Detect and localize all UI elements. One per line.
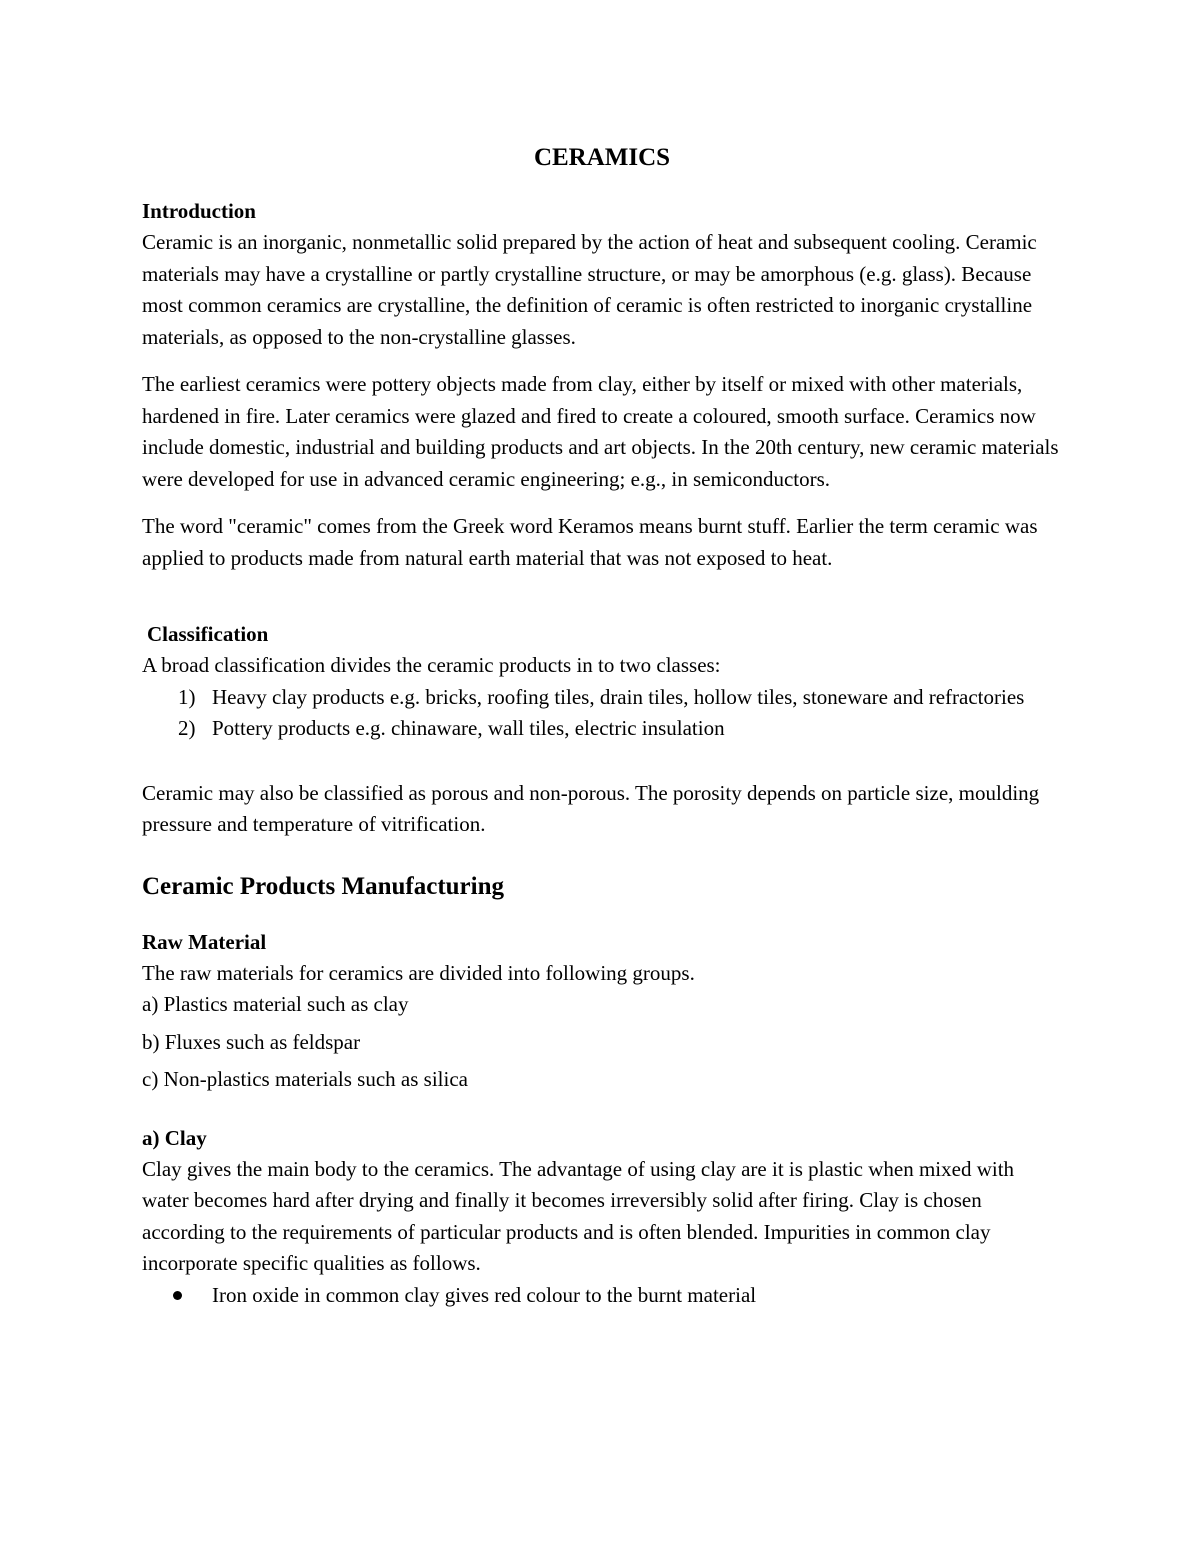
- intro-paragraph: Ceramic is an inorganic, nonmetallic solid prepared by the action of heat and subsequent cooling. Ceramic materials may have a crystalline or partly crystalline structure, or may be amorphous (e.g. glass). Because most common ceramics are crystalline, the definition of ceramic is often restricted to inorganic crystalline materials, as opposed to the non-crystalline glasses.: [142, 230, 1037, 349]
- intro-paragraph: The earliest ceramics were pottery objects made from clay, either by itself or mixed with other materials, hardened in fire. Later ceramics were glazed and fired to create a coloured, smooth surface. Ceramics now include domestic, industrial and building products and art objects. In the 20th century, new ceramic materials were developed for use in advanced ceramic engineering; e.g., in semiconductors.: [142, 372, 1059, 491]
- porosity-paragraph: Ceramic may also be classified as porous and non-porous. The porosity depends on particle size, moulding pressure and temperature of vitrification.: [142, 780, 1040, 836]
- classification-list: [142, 682, 1062, 745]
- list-item-text: Iron oxide in common clay gives red colour to the burnt material: [212, 1282, 757, 1307]
- list-item: a) Plastics material such as clay: [142, 992, 409, 1016]
- list-item-text: Heavy clay products e.g. bricks, roofing tiles, drain tiles, hollow tiles, stoneware and refractories: [212, 684, 1025, 709]
- list-item: [142, 713, 1062, 745]
- clay-paragraph: Clay gives the main body to the ceramics. The advantage of using clay are it is plastic when mixed with water becomes hard after drying and finally it becomes irreversibly solid after firing. Clay is chosen according to the requirements of particular products and is often blended. Impurities in common clay incorporate specific qualities as follows.: [142, 1156, 1015, 1275]
- raw-material-groups: [142, 989, 1062, 1096]
- page-title: CERAMICS: [533, 144, 671, 171]
- clay-impurities-list: [142, 1280, 1062, 1312]
- list-item: c) Non-plastics materials such as silica: [142, 1067, 468, 1091]
- list-item-text: Pottery products e.g. chinaware, wall tiles, electric insulation: [212, 716, 725, 740]
- classification-intro: A broad classification divides the ceramic products in to two classes:: [142, 653, 721, 677]
- list-item: b) Fluxes such as feldspar: [142, 1029, 361, 1054]
- introduction-heading: Introduction: [142, 199, 256, 223]
- clay-heading: a) Clay: [142, 1125, 207, 1150]
- manufacturing-heading: Ceramic Products Manufacturing: [142, 872, 504, 900]
- list-number: 1): [178, 684, 196, 709]
- document-body: [142, 138, 1062, 1311]
- intro-paragraph: The word "ceramic" comes from the Greek word Keramos means burnt stuff. Earlier the term ceramic was applied to products made from natural earth material that was not exposed to heat.: [142, 514, 1038, 570]
- list-number: 2): [178, 716, 196, 740]
- list-item: [142, 682, 1062, 714]
- classification-heading: Classification: [147, 622, 269, 646]
- raw-material-intro: The raw materials for ceramics are divided into following groups.: [142, 960, 695, 985]
- list-item: [142, 1280, 1062, 1312]
- bullet-icon: [173, 1291, 182, 1300]
- raw-material-heading: Raw Material: [142, 929, 267, 954]
